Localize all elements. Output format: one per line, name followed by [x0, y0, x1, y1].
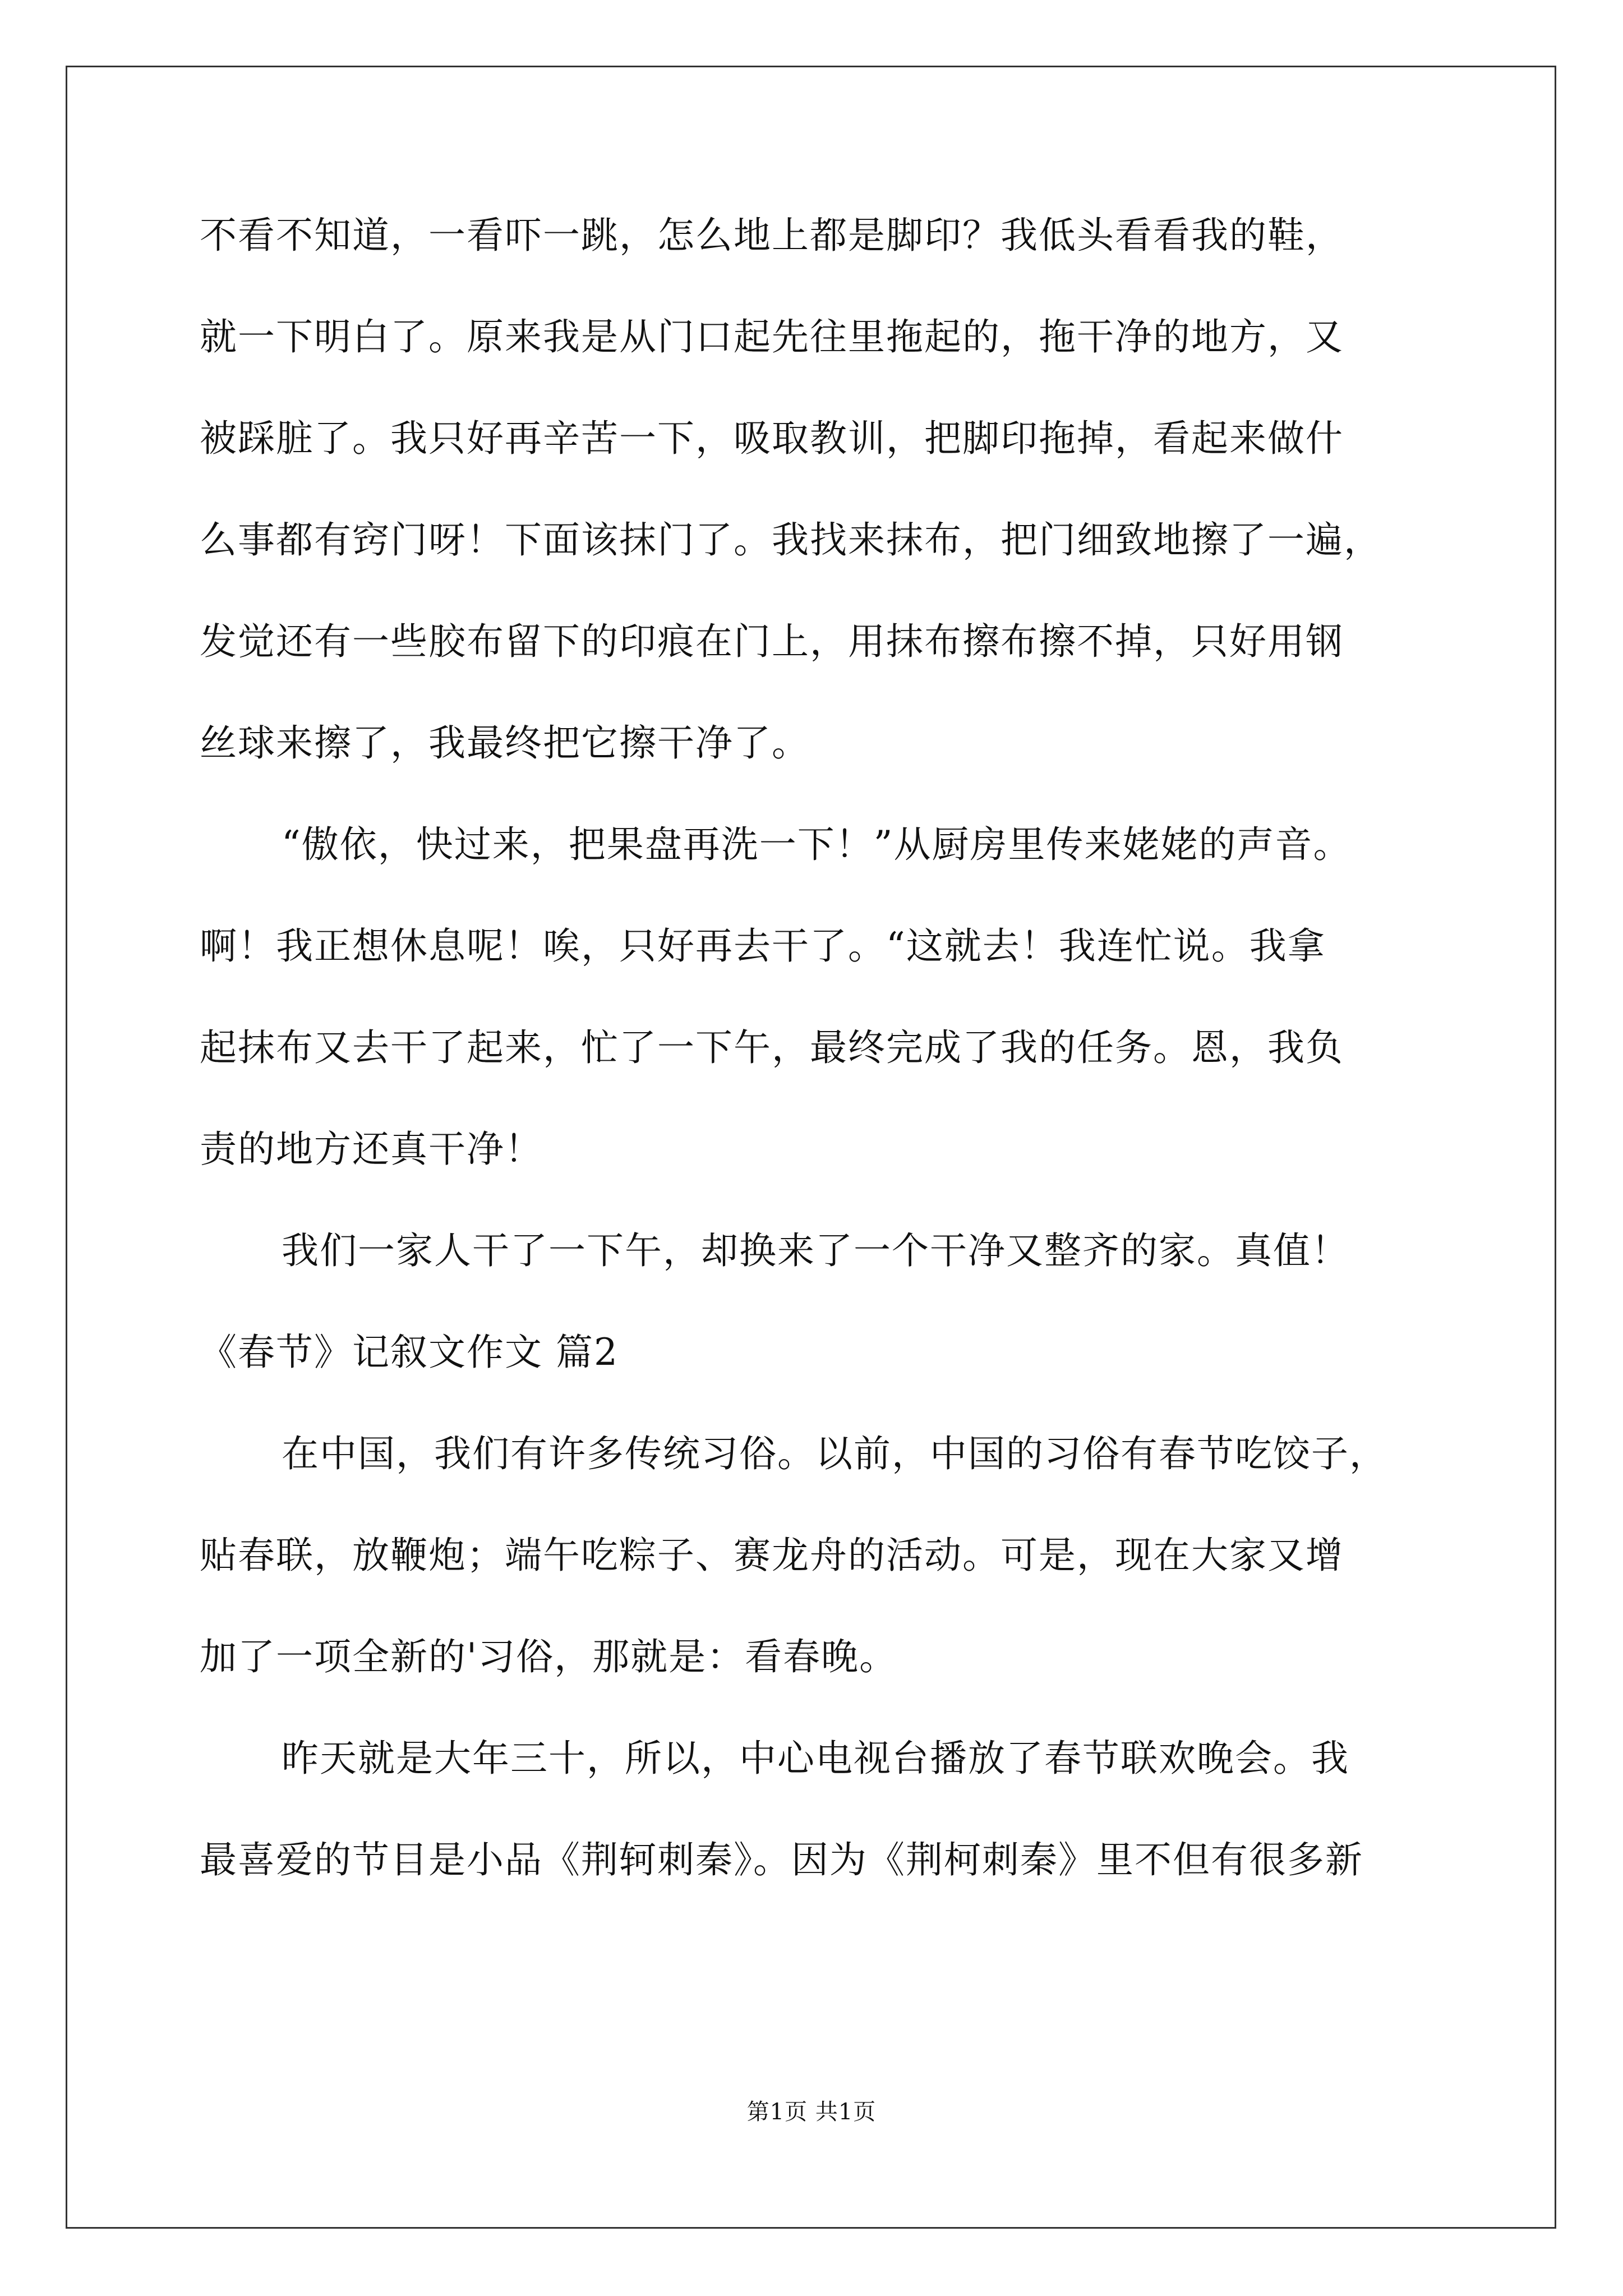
- text-line-6: 丝球来擦了，我最终把它擦干净了。: [200, 721, 810, 765]
- text-line-16: 昨天就是大年三十，所以，中心电视台播放了春节联欢晚会。我: [282, 1737, 1349, 1780]
- text-line-4: 么事都有窍门呀！下面该抹门了。我找来抹布，把门细致地擦了一遍，: [200, 518, 1382, 562]
- text-line-10: 责的地方还真干净！: [200, 1128, 543, 1171]
- text-line-9: 起抹布又去干了起来，忙了一下午，最终完成了我的任务。恩，我负: [200, 1026, 1344, 1069]
- text-line-8: 啊！我正想休息呢！唉，只好再去干了。“这就去！我连忙说。我拿: [200, 924, 1326, 968]
- page-footer: 第1页 共1页: [746, 2099, 877, 2125]
- text-line-5: 发觉还有一些胶布留下的印痕在门上，用抹布擦布擦不掉，只好用钢: [200, 620, 1344, 663]
- text-line-17: 最喜爱的节目是小品《荆轲刺秦》。因为《荆柯刺秦》里不但有很多新: [200, 1838, 1363, 1881]
- text-line-2: 就一下明白了。原来我是从门口起先往里拖起的，拖干净的地方，又: [200, 315, 1344, 358]
- text-line-3: 被踩脏了。我只好再辛苦一下，吸取教训，把脚印拖掉，看起来做什: [200, 417, 1344, 460]
- text-line-15: 加了一项全新的'习俗，那就是：看春晚。: [200, 1635, 898, 1678]
- section-heading: 《春节》记叙文作文 篇2: [200, 1331, 619, 1374]
- text-line-11: 我们一家人干了一下午，却换来了一个干净又整齐的家。真值！: [282, 1229, 1349, 1272]
- text-line-1: 不看不知道，一看吓一跳，怎么地上都是脚印？我低头看看我的鞋，: [200, 214, 1344, 257]
- text-line-13: 在中国，我们有许多传统习俗。以前，中国的习俗有春节吃饺子，: [282, 1432, 1387, 1475]
- text-line-14: 贴春联，放鞭炮；端午吃粽子、赛龙舟的活动。可是，现在大家又增: [200, 1534, 1344, 1577]
- text-line-7: “傲依，快过来，把果盘再洗一下！”从厨房里传来姥姥的声音。: [282, 823, 1352, 866]
